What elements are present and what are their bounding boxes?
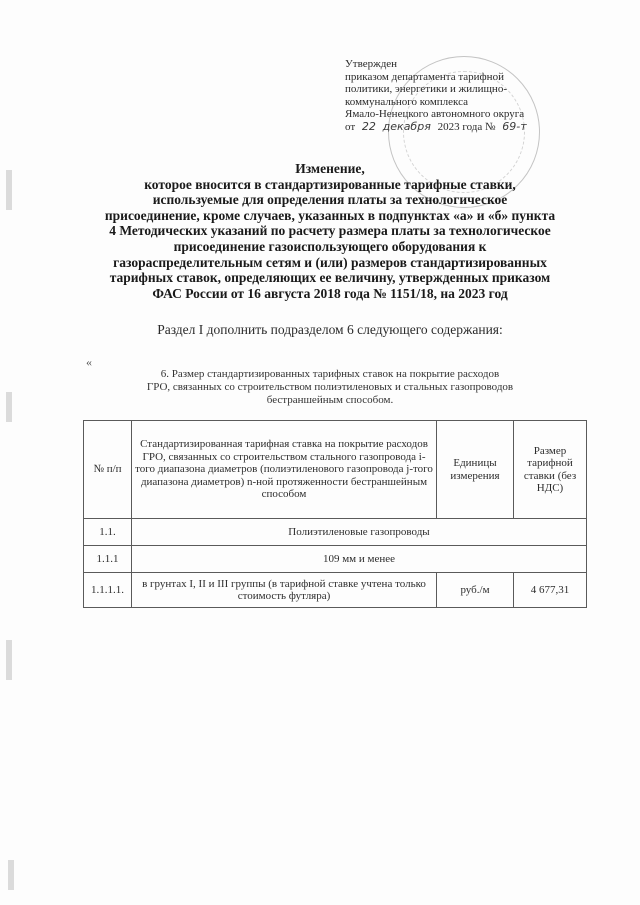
header-unit: Единицы измерения <box>437 421 514 519</box>
table-header-row <box>84 421 587 519</box>
table-row <box>84 573 587 608</box>
title-line: которое вносится в стандартизированные тарифные ставки, <box>144 176 516 192</box>
date-prefix: от <box>345 120 356 133</box>
row-value: 4 677,31 <box>514 573 587 608</box>
scan-edge-mark <box>6 392 12 422</box>
title-line: ФАС России от 16 августа 2018 года № 1151/18, на 2023 год <box>152 285 508 301</box>
subsection-line: ГРО, связанных со строительством полиэтиленовых и стальных газопроводов <box>146 381 514 393</box>
opening-quote: « <box>86 355 92 369</box>
date-day: 22 <box>361 119 376 133</box>
tariff-rate-table <box>83 420 587 608</box>
row-unit: руб./м <box>437 573 514 608</box>
document-title <box>60 161 600 301</box>
section-intro: Раздел I дополнить подразделом 6 следующего содержания: <box>157 322 503 337</box>
approval-line: Ямало-Ненецкого автономного округа <box>345 108 525 120</box>
subsection-line: бестраншейным способом. <box>266 394 394 406</box>
table-row <box>84 546 587 573</box>
row-category: 109 мм и менее <box>132 546 587 573</box>
approval-line: коммунального комплекса <box>345 95 469 108</box>
row-number: 1.1. <box>84 519 132 546</box>
title-line: присоединение, кроме случаев, указанных в подпунктах «а» и «б» пункта <box>104 207 556 223</box>
approval-line: приказом департамента тарифной <box>345 70 504 83</box>
header-value: Размер тарифной ставки (без НДС) <box>514 421 587 519</box>
scan-edge-mark <box>8 860 14 890</box>
row-number: 1.1.1 <box>84 546 132 573</box>
title-line: присоединение газоиспользующего оборудования к <box>173 238 487 254</box>
title-line: тарифных ставок, определяющих ее величину, утвержденных приказом <box>109 270 551 286</box>
header-number: № п/п <box>84 421 132 519</box>
order-number: 69-т <box>502 119 527 133</box>
header-description: Стандартизированная тарифная ставка на покрытие расходов ГРО, связанных со строительством стального газопровода i-того диапазона диаметров (полиэтиленового газопровода j-того диапазона диаметров) n-ной протяженности бестраншейным способом <box>132 421 437 519</box>
title-line: газораспределительным сетям и (или) размеров стандартизированных <box>113 254 547 270</box>
subsection-heading <box>100 368 560 407</box>
approval-line: Утвержден <box>345 58 398 70</box>
approval-block <box>345 58 595 133</box>
row-number: 1.1.1.1. <box>84 573 132 608</box>
date-month: декабря <box>382 119 431 133</box>
date-year: 2023 года № <box>437 120 496 133</box>
title-line: 4 Методических указаний по расчету размера платы за технологическое <box>109 223 551 239</box>
scan-edge-mark <box>6 170 12 210</box>
row-category: Полиэтиленовые газопроводы <box>132 519 587 546</box>
scan-edge-mark <box>6 640 12 680</box>
title-line: Изменение, <box>295 161 365 176</box>
approval-date-line <box>345 121 595 134</box>
row-description: в грунтах I, II и III группы (в тарифной ставке учтена только стоимость футляра) <box>132 573 437 608</box>
table-row <box>84 519 587 546</box>
title-line: используемые для определения платы за технологическое <box>152 192 508 208</box>
subsection-line: 6. Размер стандартизированных тарифных ставок на покрытие расходов <box>160 368 500 380</box>
approval-line: политики, энергетики и жилищно- <box>345 83 507 95</box>
